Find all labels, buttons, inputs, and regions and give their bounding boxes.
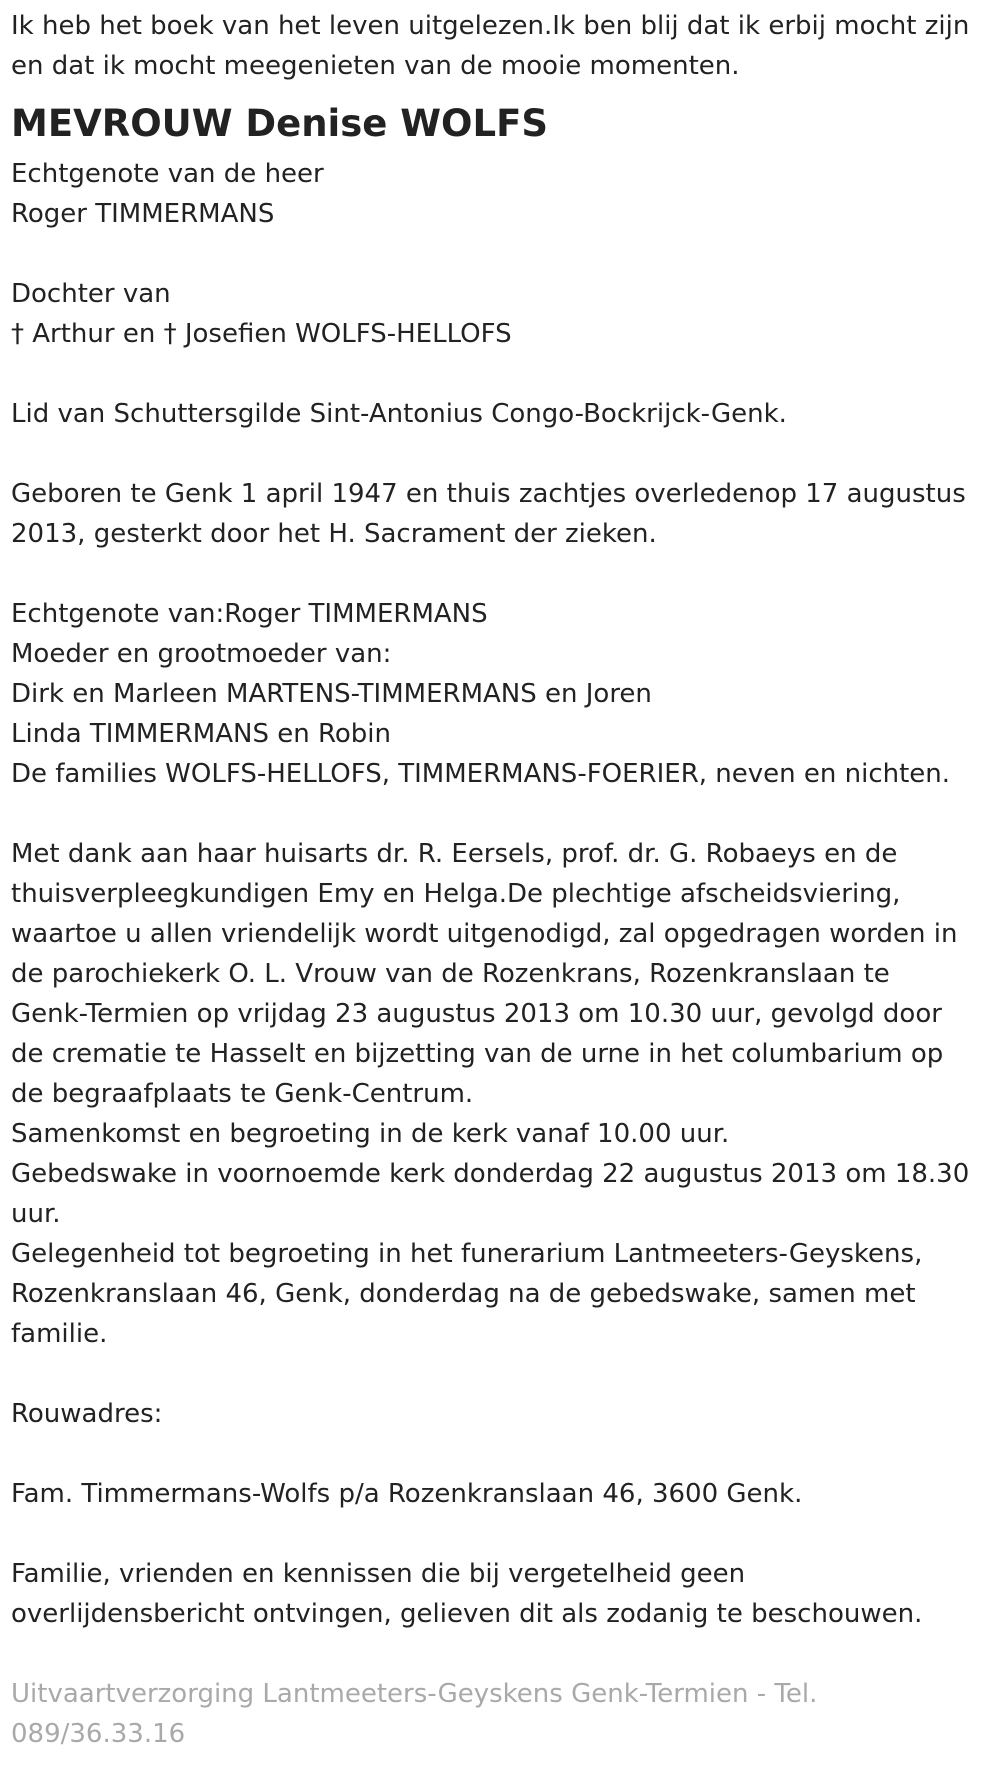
obituary-document (11, 6, 991, 1754)
spacer (11, 354, 991, 394)
spacer (11, 554, 991, 594)
deceased-name: MEVROUW Denise WOLFS (11, 102, 549, 145)
spacer (11, 794, 991, 834)
closing-text: Familie, vrienden en kennissen die bij vergetelheid geen overlijdensbericht ontvingen, gelieven dit als zodanig te beschouwen. (11, 1559, 923, 1629)
spacer (11, 1634, 991, 1674)
spouse-text: Echtgenote van de heer Roger TIMMERMANS (11, 159, 324, 229)
spacer (11, 1434, 991, 1474)
birth-death-text: Geboren te Genk 1 april 1947 en thuis zachtjes overledenop 17 augustus 2013, gesterkt door het H. Sacrament der zieken. (11, 479, 966, 549)
funeral-home-footer: Uitvaartverzorging Lantmeeters-Geyskens Genk-Termien - Tel. 089/36.33.16 (11, 1679, 818, 1749)
spacer (11, 434, 991, 474)
spacer (11, 234, 991, 274)
intro-text: Ik heb het boek van het leven uitgelezen.Ik ben blij dat ik erbij mocht zijn en dat ik mocht meegenieten van de mooie momenten. (11, 11, 970, 81)
thanks-service-text: Met dank aan haar huisarts dr. R. Eersels, prof. dr. G. Robaeys en de thuisverpleegkundigen Emy en Helga.De plechtige afscheidsviering, waartoe u allen vriendelijk wordt uitgenodigd, zal opgedragen worden in de parochiekerk O. L. Vrouw van de Rozenkrans, Rozenkranslaan te Genk-Termien op vrijdag 23 augustus 2013 om 10.30 uur, gevolgd door de crematie te Hasselt en bijzetting van de urne in het columbarium op de begraafplaats te Genk-Centrum. Samenkomst en begroeting in de kerk vanaf 10.00 uur. Gebedswake in voornoemde kerk donderdag 22 augustus 2013 om 18.30 uur. Gelegenheid tot begroeting in het funerarium Lantmeeters-Geyskens, Rozenkranslaan 46, Genk, donderdag na de gebedswake, samen met familie. (11, 839, 970, 1349)
spacer (11, 1514, 991, 1554)
daughter-of-text: Dochter van † Arthur en † Josefien WOLFS-HELLOFS (11, 279, 512, 349)
rouwadres-label: Rouwadres: (11, 1399, 163, 1429)
spacer (11, 1354, 991, 1394)
family-text: Echtgenote van:Roger TIMMERMANS Moeder en grootmoeder van: Dirk en Marleen MARTENS-TIMMERMANS en Joren Linda TIMMERMANS en Robin De families WOLFS-HELLOFS, TIMMERMANS-FOERIER, neven en nichten. (11, 599, 951, 789)
membership-text: Lid van Schuttersgilde Sint-Antonius Congo-Bockrijck-Genk. (11, 399, 787, 429)
rouwadres-text: Fam. Timmermans-Wolfs p/a Rozenkranslaan 46, 3600 Genk. (11, 1479, 803, 1509)
